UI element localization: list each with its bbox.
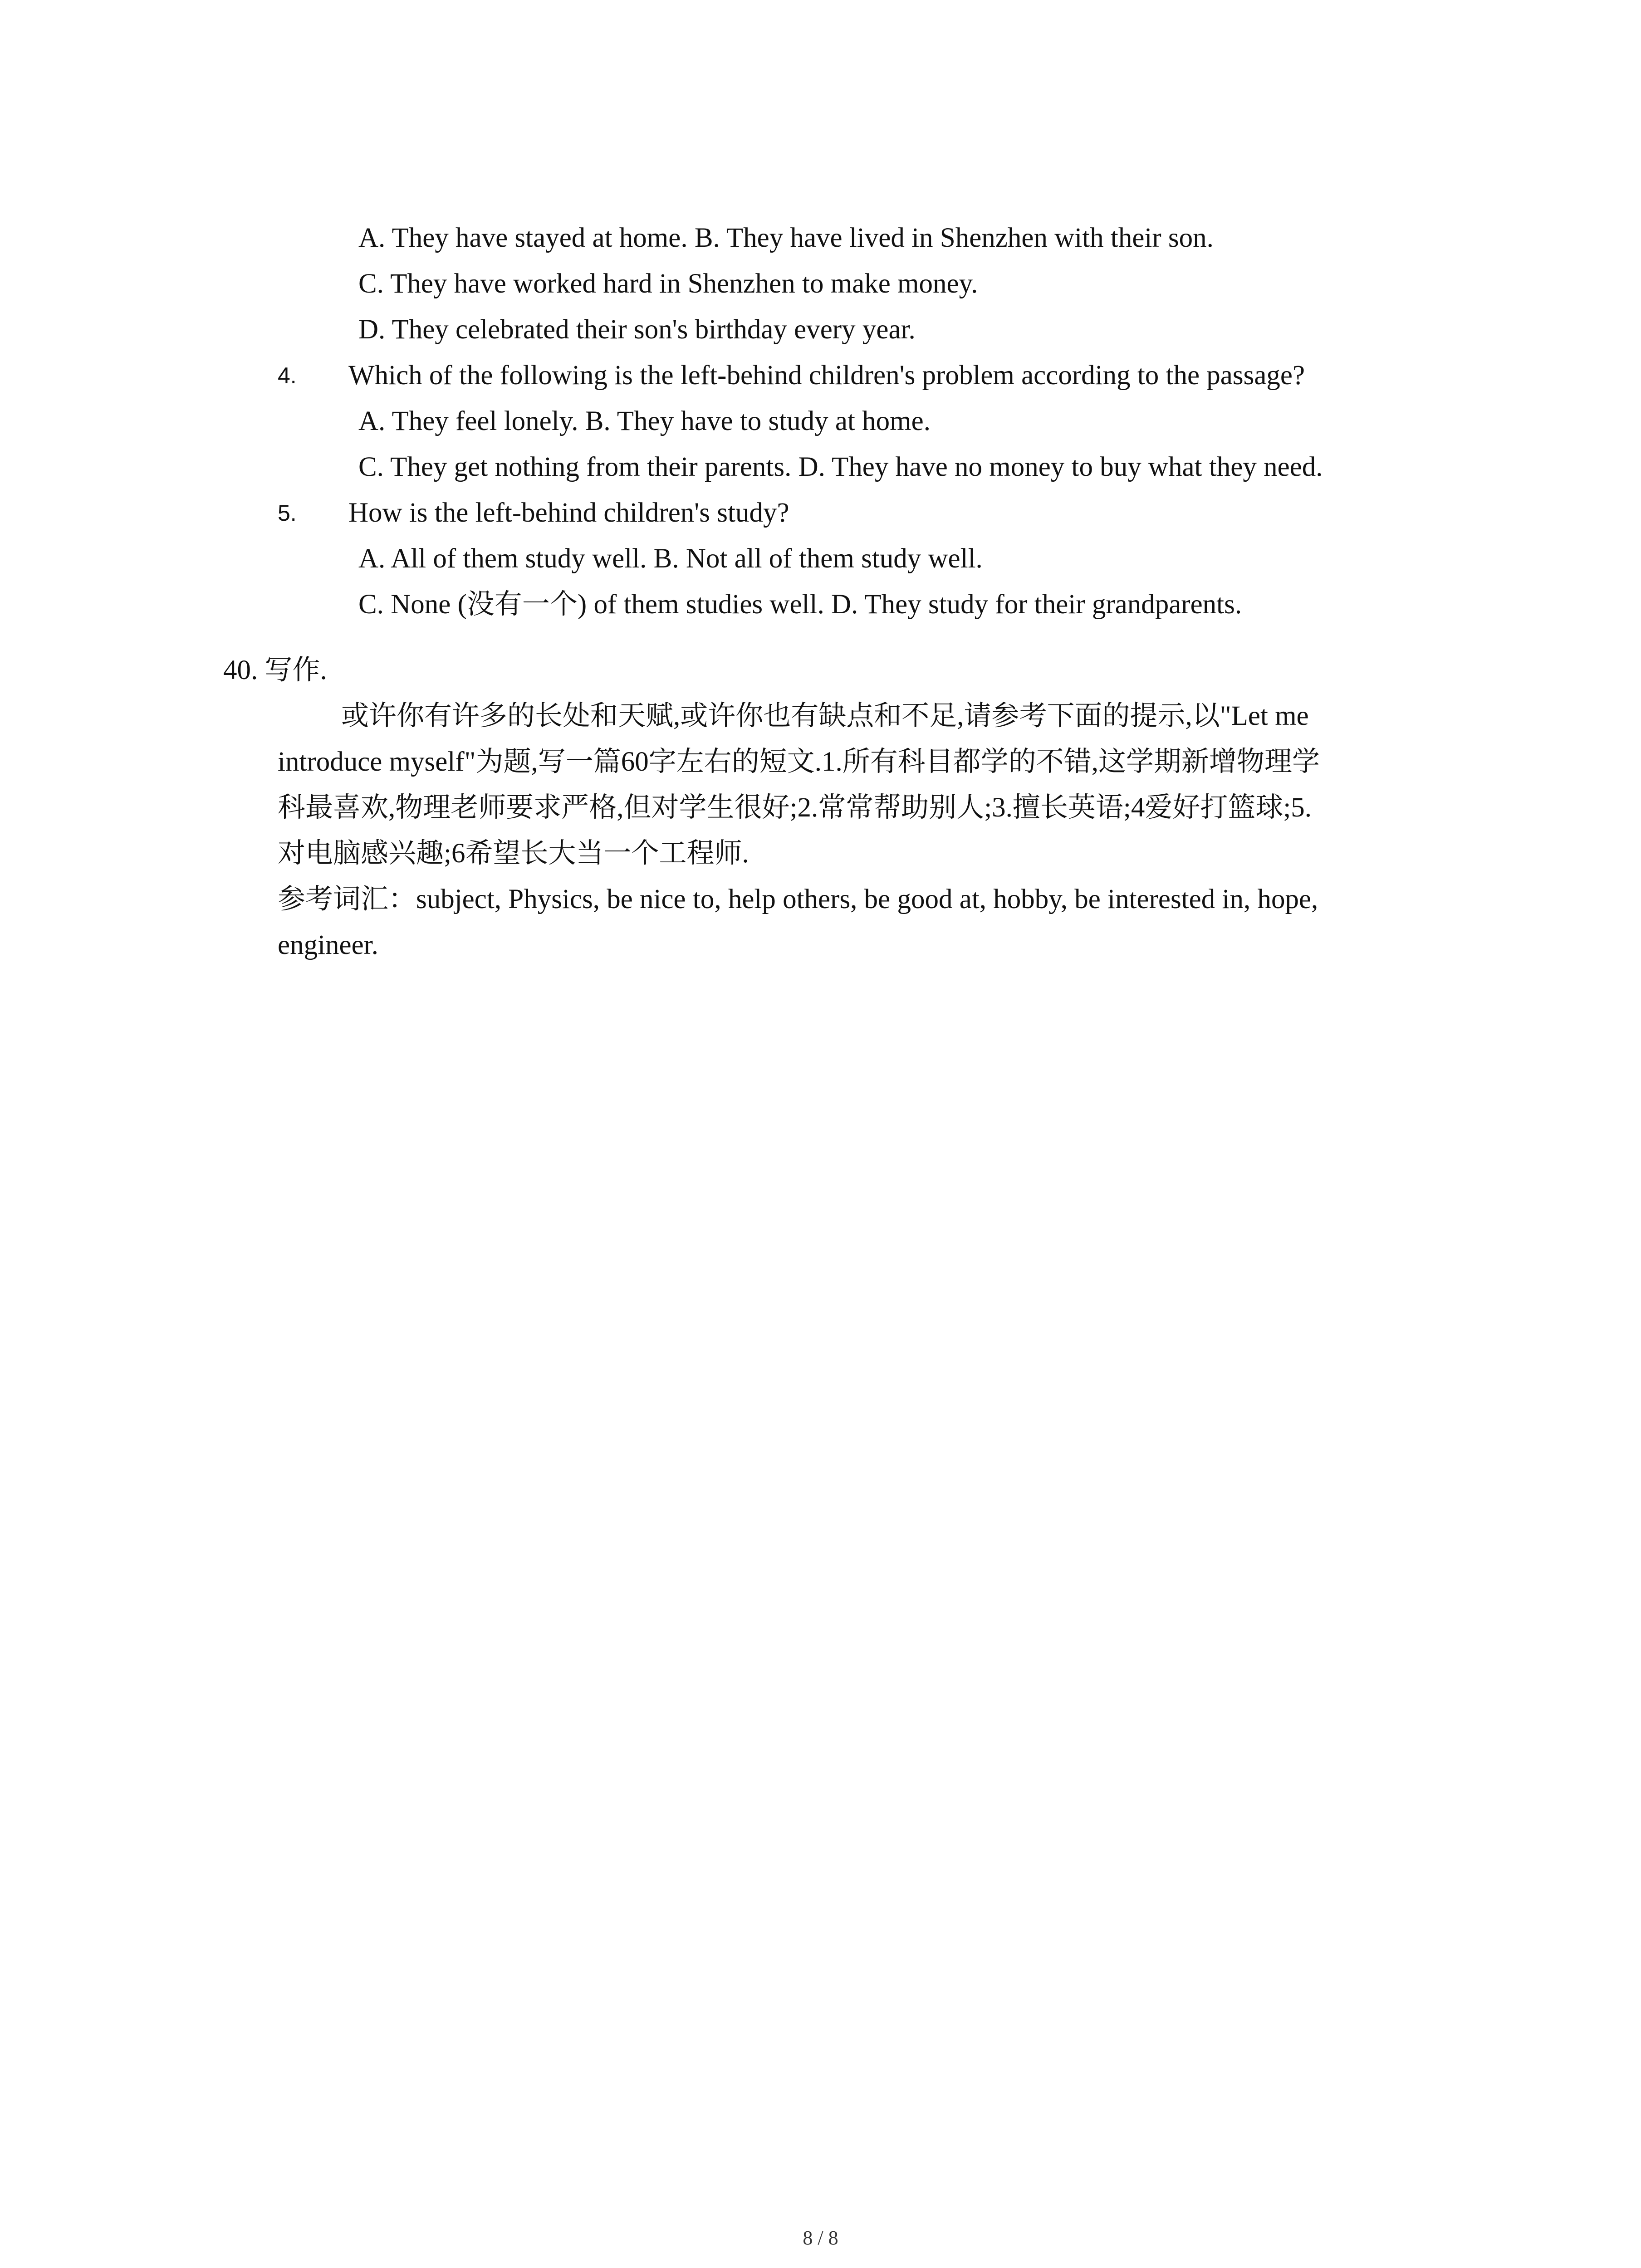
- vocabulary-line: 参考词汇：subject, Physics, be nice to, help others, be good at, hobby, be interested in, hope,: [278, 884, 1318, 914]
- q3-option-line: C. They have worked hard in Shenzhen to make money.: [358, 269, 978, 299]
- question-text: How is the left-behind children's study?: [348, 498, 789, 528]
- q5-option-line: C. None (没有一个) of them studies well. D. They study for their grandparents.: [358, 589, 1242, 620]
- writing-prompt-line: introduce myself"为题,写一篇60字左右的短文.1.所有科目都学的不错,这学期新增物理学: [278, 747, 1320, 777]
- q5-option-line: A. All of them study well. B. Not all of them study well.: [358, 543, 983, 574]
- question-number: 5.: [278, 500, 297, 526]
- vocabulary-line: engineer.: [278, 930, 378, 960]
- writing-prompt-line: 对电脑感兴趣;6希望长大当一个工程师.: [278, 838, 749, 869]
- q4-option-line: C. They get nothing from their parents. D. They have no money to buy what they need.: [358, 452, 1323, 482]
- section-heading: 40. 写作.: [223, 655, 327, 685]
- q4-option-line: A. They feel lonely. B. They have to study at home.: [358, 406, 931, 436]
- q3-option-line: D. They celebrated their son's birthday every year.: [358, 314, 916, 345]
- writing-prompt-line: 或许你有许多的长处和天赋,或许你也有缺点和不足,请参考下面的提示,以"Let me: [341, 701, 1309, 731]
- writing-prompt-line: 科最喜欢,物理老师要求严格,但对学生很好;2.常常帮助别人;3.擅长英语;4爱好打篮球;5.: [278, 792, 1312, 823]
- page-number: 8 / 8: [803, 2227, 838, 2249]
- q3-option-line: A. They have stayed at home. B. They have lived in Shenzhen with their son.: [358, 223, 1214, 253]
- question-text: Which of the following is the left-behind children's problem according to the passage?: [348, 360, 1305, 391]
- question-number: 4.: [278, 363, 297, 388]
